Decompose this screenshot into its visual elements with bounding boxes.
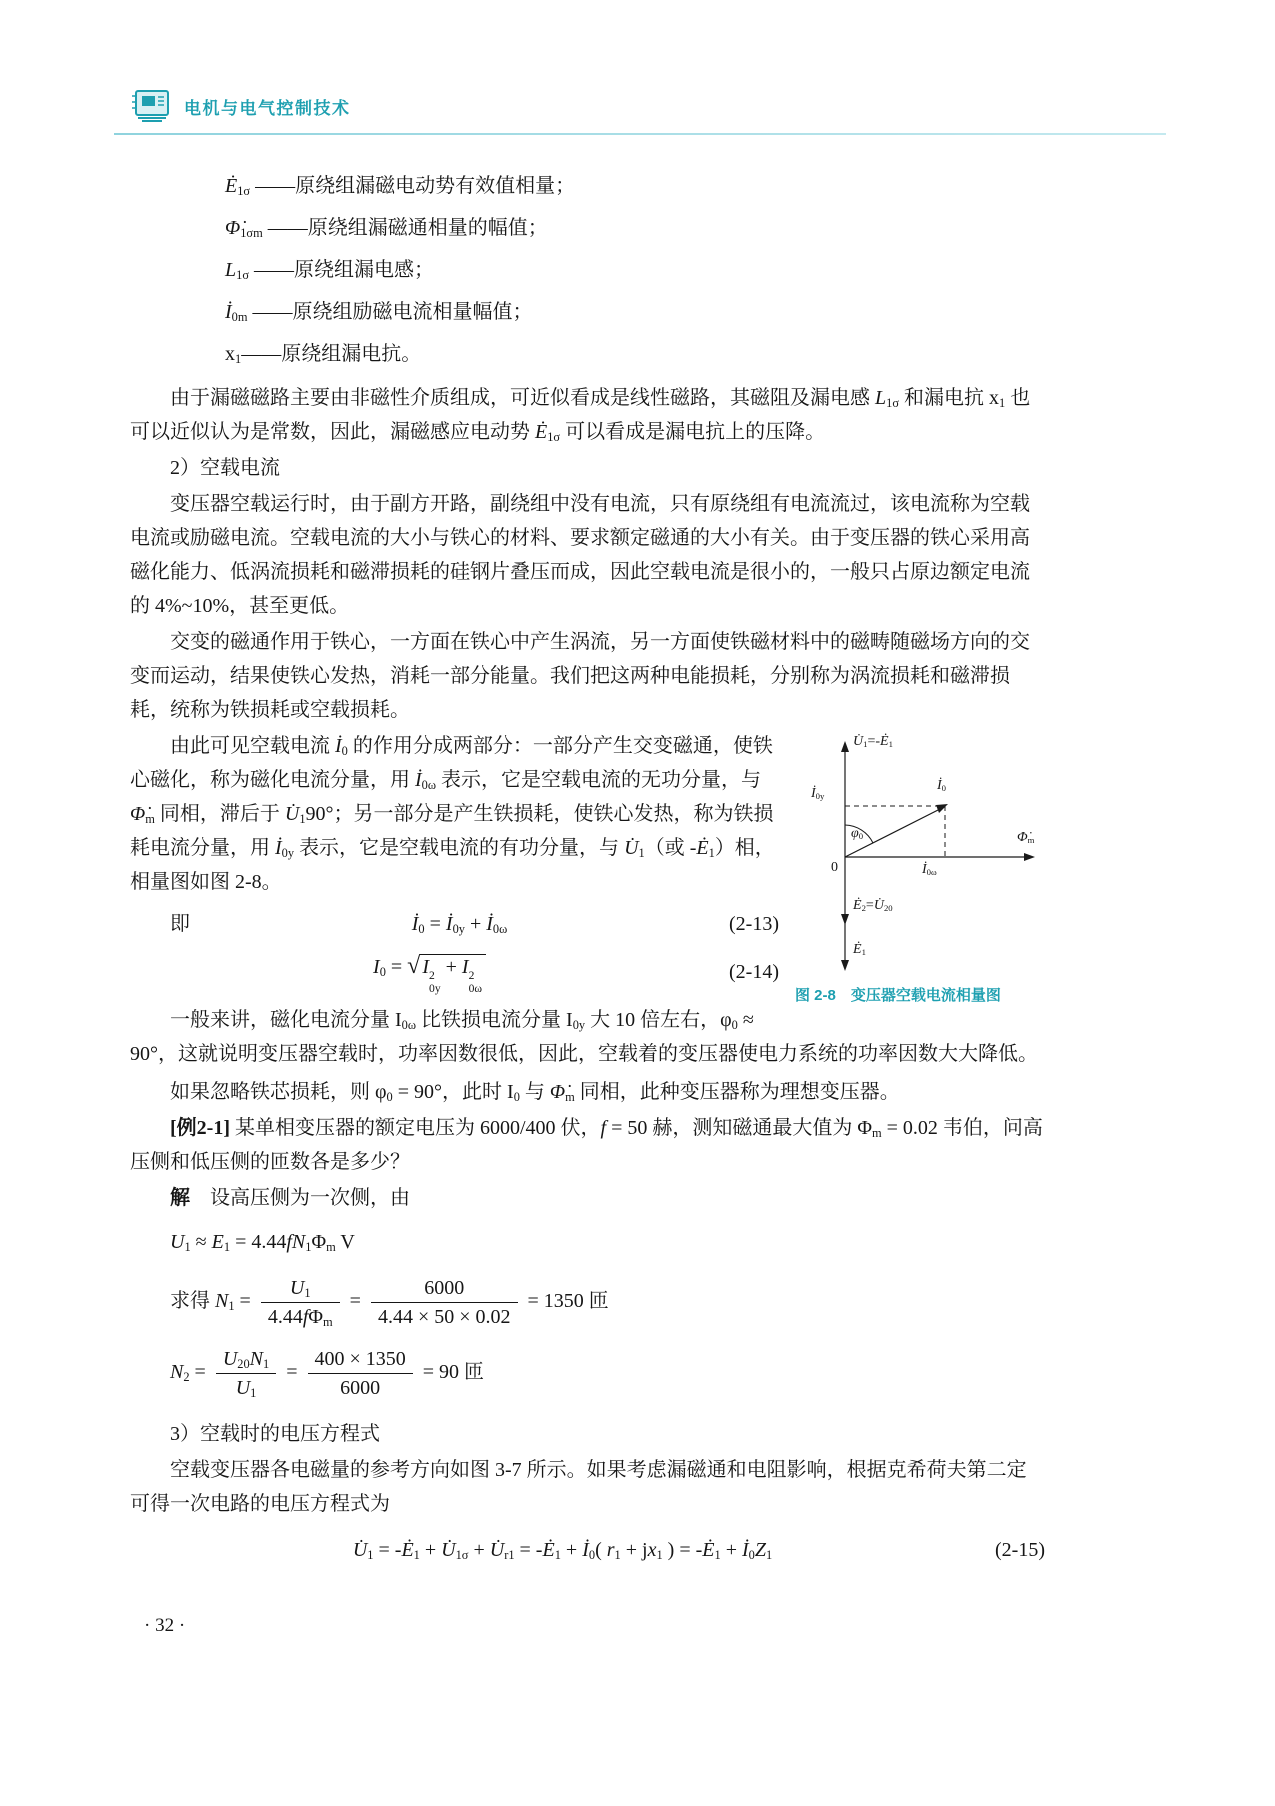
figure-section [130,729,1045,1073]
example-label: [例2-1] [170,1117,230,1140]
definition-item [225,207,1045,249]
page-content [130,165,1045,1567]
definition-item [225,165,1045,207]
definition-text: ——原绕组漏电抗。 [241,343,422,365]
label-phi-m: $\Phi̇_m$ [1017,830,1035,846]
label-i0y: $İ_{0y}$ [811,786,825,802]
paragraph-ideal-transformer: 如果忽略铁芯损耗，则 $\varphi_0 = 90^\circ$，此时 $I_0$ 与 $\Phi̇_m$ 同相，此种变压器称为理想变压器。 [170,1081,900,1105]
equation-number: (2-14) [729,961,779,984]
label-e2-u20: $Ė_2=U̇_{20}$ [853,898,893,914]
definition-text: ——原绕组漏磁电动势有效值相量； [250,175,576,197]
paragraph-no-load-run: 变压器空载运行时，由于副方开路，副绕组中没有电流，只有原绕组有电流流过，该电流称为空载电流或励磁电流。空载电流的大小与铁心的材料、要求额定磁通的大小有关。由于变压器的铁心采用高磁化能力、低涡流损耗和磁滞损耗的硅钢片叠压而成，因此空载电流是很小的，一般只占原边额定电流的 4%~10%，甚至更低。 [130,493,1030,617]
header-divider [114,133,1166,135]
definition-text: ——原绕组励磁电流相量幅值； [247,301,533,323]
definition-item [225,291,1045,333]
equation-formula: $U̇_1$ = $-Ė_1$ + $U̇_{1\sigma}$ + $U̇_{r1}$ = $-Ė_1$ + $İ_0$( $r_1 + jx_1$ ) = $-Ė_1$ + $İ_0Z_1$ [352,1539,773,1563]
paragraph-power-factor: 一般来讲，磁化电流分量 $I_{0\omega}$ 比铁损电流分量 $I_{0y}$ 大 10 倍左右，$\varphi_0 \approx 90^\circ$，这就说明变压器空载时，功率因数很低，因此，空载着的变压器使电力系统的功率因数大大降低。 [130,1009,1038,1066]
label-phi0: $\varphi_0$ [851,826,864,842]
book-logo-icon [128,88,174,124]
label-i0-omega: $İ_{0\omega}$ [922,862,937,878]
phasor-diagram [795,735,1045,973]
figure-2-8 [795,735,1045,1013]
symbol: $x_1$ [225,343,242,367]
equation-formula: $İ_0$ = $İ_{0y}$ + $İ_{0\omega}$ [411,913,508,937]
symbol: $İ_{0m}$ [225,301,248,325]
example-formula-n2: $N_2$ = $\frac{U_{20}N_1}{U_1}$ = $\frac{400 \times 1350}{6000}$ = 90 匝 [170,1348,485,1401]
example-solution-lead: 解 设高压侧为一次侧，由 [170,1187,410,1210]
figure-caption: 图 2-8 变压器空载电流相量图 [795,987,1001,1004]
paragraph-no-load-components: 由此可见空载电流 $İ_0$ 的作用分成两部分：一部分产生交变磁通，使铁心磁化，称为磁化电流分量，用 $İ_{0\omega}$ 表示，它是空载电流的无功分量，与 $\Phi̇_m$ 同相，滞后于 $U̇_190^\circ$；另一部分是产生铁损耗，使铁心发热，称为铁损耗电流分量，用 $İ_{0y}$ 表示，它是空载电流的有功分量，与 $U̇_1$（或 $-Ė_1$）相，相量图如图 2-8。 [130,735,775,893]
symbol: $Ė_{1\sigma}$ [225,175,251,199]
paragraph-core-loss: 交变的磁通作用于铁心，一方面在铁心中产生涡流，另一方面使铁磁材料中的磁畴随磁场方向的交变而运动，结果使铁心发热，消耗一部分能量。我们把这两种电能损耗，分别称为涡流损耗和磁滞损耗，统称为铁损耗或空载损耗。 [130,631,1030,721]
example-formula-n1: 求得 $N_1$ = $\frac{U_1}{4.44f\Phi_m}$ = $\frac{6000}{4.44 \times 50 \times 0.02}$ = 1350 匝 [170,1277,609,1330]
equation-number: (2-13) [729,913,779,935]
page-number: · 32 · [144,1615,186,1637]
equation-number: (2-15) [995,1539,1045,1562]
page [0,88,1275,1637]
paragraph-reference-direction: 空载变压器各电磁量的参考方向如图 3-7 所示。如果考虑漏磁通和电阻影响，根据克希荷夫第二定可得一次电路的电压方程式为 [130,1459,1027,1516]
paragraph-leakage: 由于漏磁磁路主要由非磁性介质组成，可近似看成是线性磁路，其磁阻及漏电感 $L_{1\sigma}$ 和漏电抗 $x_1$ 也可以近似认为是常数，因此，漏磁感应电动势 $Ė_{1\sigma}$ 可以看成是漏电抗上的压降。 [130,387,1031,445]
equation-lead: 即 [170,913,190,935]
label-u1-minus-e1: $U̇_1=-Ė_1$ [853,734,893,750]
equation-2-15 [130,1533,1045,1567]
definition-item [225,249,1045,291]
subheading-no-load-current: 2）空载电流 [170,457,280,479]
definition-text: ——原绕组漏磁通相量的幅值； [262,217,548,239]
symbol-definitions [225,165,1045,375]
subheading-voltage-equation: 3）空载时的电压方程式 [170,1423,380,1446]
definition-text: ——原绕组漏电感； [249,259,434,281]
label-i0: $İ_0$ [937,778,947,794]
example-text: 某单相变压器的额定电压为 6000/400 伏，f = 50 赫，测知磁通最大值为 $\Phi_m = 0.02$ 韦伯，问高压侧和低压侧的匝数各是多少？ [130,1117,1043,1174]
label-origin: 0 [831,860,838,875]
book-title: 电机与电气控制技术 [184,98,351,118]
equation-formula: $I_0$ = √ I 2 0y + I 2 0ω [373,949,486,995]
page-header [128,88,1275,124]
definition-item [225,333,1045,375]
equation-2-13 [130,907,779,941]
phasor-diagram-axes [795,735,1045,973]
equation-2-14 [130,949,779,995]
symbol: $L_{1\sigma}$ [225,259,249,283]
example-formula-u1: $U_1 \approx E_1 = 4.44fN_1\Phi_m$ V [170,1231,355,1255]
example-2-1 [130,1111,1045,1179]
symbol: $\Phi̇_{1\sigma m}$ [225,217,263,241]
label-e1: $Ė_1$ [853,942,866,958]
